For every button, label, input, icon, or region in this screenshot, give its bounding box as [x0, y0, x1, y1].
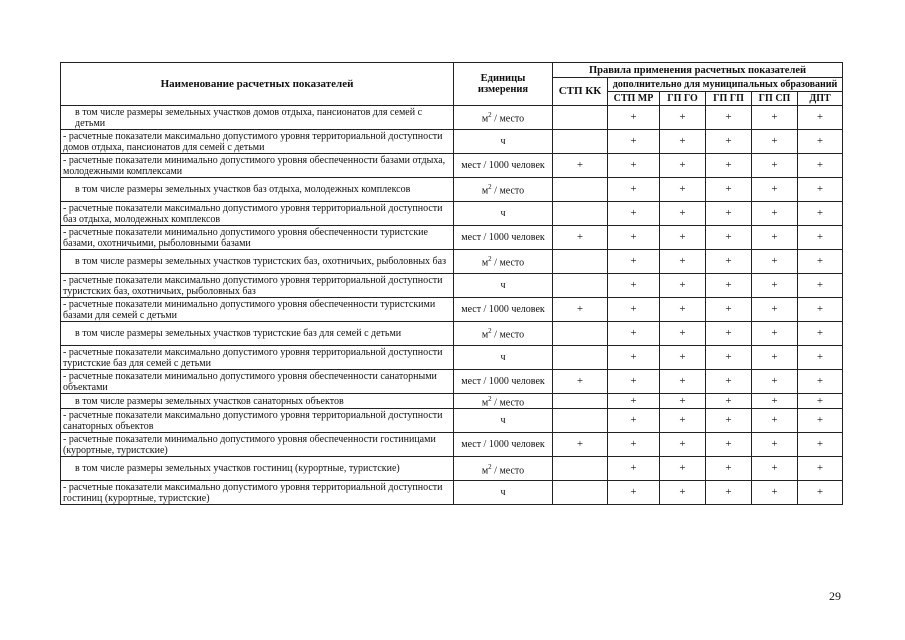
dpt-mark: + — [798, 298, 843, 322]
header-stp-mr: СТП МР — [608, 92, 660, 106]
indicator-name: в том числе размеры земельных участков санаторных объектов — [61, 394, 454, 409]
unit-base: мест / 1000 человек — [461, 232, 545, 243]
unit-base: м — [481, 185, 489, 197]
stp-mr-mark: + — [608, 409, 660, 433]
unit-base: м — [481, 113, 489, 125]
gp-sp-mark: + — [752, 226, 798, 250]
dpt-mark: + — [798, 202, 843, 226]
table-row — [61, 457, 843, 481]
unit-cell — [454, 274, 553, 298]
gp-go-mark: + — [660, 106, 706, 130]
stp-kk-mark: + — [553, 226, 608, 250]
gp-gp-mark: + — [706, 409, 752, 433]
stp-kk-mark — [553, 394, 608, 409]
table-row — [61, 154, 843, 178]
stp-kk-mark — [553, 481, 608, 505]
stp-mr-mark: + — [608, 298, 660, 322]
stp-kk-mark — [553, 457, 608, 481]
gp-gp-mark: + — [706, 202, 752, 226]
gp-go-mark: + — [660, 346, 706, 370]
gp-go-mark: + — [660, 370, 706, 394]
stp-mr-mark: + — [608, 274, 660, 298]
stp-mr-mark: + — [608, 481, 660, 505]
unit-base: ч — [500, 487, 506, 499]
dpt-mark: + — [798, 130, 843, 154]
stp-kk-mark: + — [553, 370, 608, 394]
indicator-name: в том числе размеры земельных участков туристских баз, охотничьих, рыболовных баз — [61, 250, 454, 274]
gp-go-mark: + — [660, 154, 706, 178]
stp-kk-mark — [553, 130, 608, 154]
unit-tail: / место — [491, 329, 525, 341]
unit-tail: / место — [491, 113, 525, 125]
table-row — [61, 409, 843, 433]
unit-cell — [454, 394, 553, 409]
indicator-name: - расчетные показатели минимально допустимого уровня обеспеченности туристскими базами для семей с детьми — [61, 298, 454, 322]
stp-mr-mark: + — [608, 457, 660, 481]
gp-sp-mark: + — [752, 298, 798, 322]
unit-base: ч — [500, 352, 506, 363]
unit-cell — [454, 106, 553, 130]
gp-sp-mark: + — [752, 409, 798, 433]
stp-mr-mark: + — [608, 154, 660, 178]
gp-gp-mark: + — [706, 274, 752, 298]
gp-go-mark: + — [660, 202, 706, 226]
gp-go-mark: + — [660, 250, 706, 274]
gp-gp-mark: + — [706, 346, 752, 370]
unit-base: мест / 1000 человек — [461, 439, 545, 451]
stp-kk-mark — [553, 178, 608, 202]
unit-cell — [454, 130, 553, 154]
gp-gp-mark: + — [706, 106, 752, 130]
unit-base: ч — [500, 136, 506, 147]
gp-go-mark: + — [660, 481, 706, 505]
gp-gp-mark: + — [706, 250, 752, 274]
gp-go-mark: + — [660, 457, 706, 481]
gp-go-mark: + — [660, 274, 706, 298]
unit-cell — [454, 481, 553, 505]
unit-base: м — [481, 329, 489, 341]
gp-gp-mark: + — [706, 457, 752, 481]
gp-go-mark: + — [660, 178, 706, 202]
gp-sp-mark: + — [752, 178, 798, 202]
stp-mr-mark: + — [608, 322, 660, 346]
indicator-name: - расчетные показатели минимально допустимого уровня обеспеченности гостиницами (курортные, туристские) — [61, 433, 454, 457]
header-gp-go: ГП ГО — [660, 92, 706, 106]
unit-cell — [454, 178, 553, 202]
gp-sp-mark: + — [752, 250, 798, 274]
gp-gp-mark: + — [706, 226, 752, 250]
table-row — [61, 370, 843, 394]
gp-gp-mark: + — [706, 433, 752, 457]
gp-go-mark: + — [660, 394, 706, 409]
unit-superscript: 2 — [488, 462, 492, 471]
indicator-name: - расчетные показатели максимально допустимого уровня территориальной доступности баз отдыха, молодежных комплексов — [61, 202, 454, 226]
gp-go-mark: + — [660, 226, 706, 250]
header-unit-column: Единицы измерения — [454, 63, 553, 106]
gp-sp-mark: + — [752, 154, 798, 178]
stp-kk-mark — [553, 274, 608, 298]
gp-go-mark: + — [660, 322, 706, 346]
dpt-mark: + — [798, 370, 843, 394]
unit-cell — [454, 457, 553, 481]
gp-sp-mark: + — [752, 130, 798, 154]
gp-gp-mark: + — [706, 394, 752, 409]
unit-base: ч — [500, 280, 506, 291]
unit-base: м — [481, 464, 489, 476]
stp-kk-mark — [553, 106, 608, 130]
dpt-mark: + — [798, 457, 843, 481]
unit-cell — [454, 202, 553, 226]
dpt-mark: + — [798, 226, 843, 250]
gp-gp-mark: + — [706, 178, 752, 202]
gp-sp-mark: + — [752, 346, 798, 370]
table-row — [61, 298, 843, 322]
indicator-name: в том числе размеры земельных участков туристские баз для семей с детьми — [61, 322, 454, 346]
stp-mr-mark: + — [608, 370, 660, 394]
indicator-name: - расчетные показатели максимально допустимого уровня территориальной доступности туристских баз, охотничьих, рыболовных баз — [61, 274, 454, 298]
table-row — [61, 394, 843, 409]
dpt-mark: + — [798, 409, 843, 433]
stp-mr-mark: + — [608, 394, 660, 409]
gp-go-mark: + — [660, 433, 706, 457]
dpt-mark: + — [798, 154, 843, 178]
stp-kk-mark: + — [553, 433, 608, 457]
stp-kk-mark — [553, 322, 608, 346]
dpt-mark: + — [798, 178, 843, 202]
header-gp-sp: ГП СП — [752, 92, 798, 106]
unit-cell — [454, 409, 553, 433]
indicator-name: - расчетные показатели максимально допустимого уровня территориальной доступности санаторных объектов — [61, 409, 454, 433]
stp-mr-mark: + — [608, 178, 660, 202]
indicator-name: - расчетные показатели минимально допустимого уровня обеспеченности санаторными объектами — [61, 370, 454, 394]
stp-mr-mark: + — [608, 202, 660, 226]
unit-base: мест / 1000 человек — [461, 304, 545, 315]
stp-kk-mark — [553, 346, 608, 370]
gp-sp-mark: + — [752, 274, 798, 298]
unit-cell — [454, 226, 553, 250]
header-additional-municipal: дополнительно для муниципальных образований — [608, 78, 843, 92]
unit-cell — [454, 370, 553, 394]
table-row — [61, 250, 843, 274]
indicator-name: в том числе размеры земельных участков баз отдыха, молодежных комплексов — [61, 178, 454, 202]
unit-superscript: 2 — [488, 111, 492, 120]
table-row — [61, 178, 843, 202]
gp-gp-mark: + — [706, 481, 752, 505]
indicator-name: - расчетные показатели минимально допустимого уровня обеспеченности туристские базами, охотничьими, рыболовными базами — [61, 226, 454, 250]
indicator-name: - расчетные показатели максимально допустимого уровня территориальной доступности домов отдыха, пансионатов для семей с детьми — [61, 130, 454, 154]
unit-tail: / место — [491, 397, 525, 409]
indicators-table — [60, 62, 843, 505]
page-number: 29 — [829, 589, 841, 603]
gp-go-mark: + — [660, 298, 706, 322]
table-row — [61, 274, 843, 298]
unit-tail: / место — [491, 464, 525, 476]
stp-kk-mark: + — [553, 298, 608, 322]
unit-superscript: 2 — [488, 255, 492, 264]
gp-sp-mark: + — [752, 481, 798, 505]
unit-base: м — [481, 397, 489, 409]
gp-sp-mark: + — [752, 322, 798, 346]
stp-kk-mark — [553, 409, 608, 433]
indicator-name: - расчетные показатели максимально допустимого уровня территориальной доступности туристские баз для семей с детьми — [61, 346, 454, 370]
dpt-mark: + — [798, 274, 843, 298]
indicator-name: в том числе размеры земельных участков домов отдыха, пансионатов для семей с детьми — [61, 106, 454, 130]
unit-base: мест / 1000 человек — [461, 376, 545, 387]
header-stp-kk: СТП КК — [553, 78, 608, 106]
header-name-column: Наименование расчетных показателей — [61, 63, 454, 106]
gp-sp-mark: + — [752, 433, 798, 457]
header-rules-group: Правила применения расчетных показателей — [553, 63, 843, 78]
stp-kk-mark: + — [553, 154, 608, 178]
gp-gp-mark: + — [706, 154, 752, 178]
stp-mr-mark: + — [608, 250, 660, 274]
unit-superscript: 2 — [488, 183, 492, 192]
table-row — [61, 346, 843, 370]
table-row — [61, 106, 843, 130]
unit-tail: / место — [491, 185, 525, 197]
gp-sp-mark: + — [752, 370, 798, 394]
gp-gp-mark: + — [706, 370, 752, 394]
unit-cell — [454, 298, 553, 322]
stp-mr-mark: + — [608, 130, 660, 154]
table-row — [61, 226, 843, 250]
stp-mr-mark: + — [608, 106, 660, 130]
stp-kk-mark — [553, 202, 608, 226]
unit-cell — [454, 433, 553, 457]
indicator-name: - расчетные показатели максимально допустимого уровня территориальной доступности гостиниц (курортные, туристские) — [61, 481, 454, 505]
gp-gp-mark: + — [706, 130, 752, 154]
table-row — [61, 322, 843, 346]
unit-cell — [454, 154, 553, 178]
gp-go-mark: + — [660, 130, 706, 154]
header-gp-gp: ГП ГП — [706, 92, 752, 106]
gp-gp-mark: + — [706, 322, 752, 346]
indicator-name: в том числе размеры земельных участков гостиниц (курортные, туристские) — [61, 457, 454, 481]
dpt-mark: + — [798, 481, 843, 505]
table-row — [61, 202, 843, 226]
unit-cell — [454, 250, 553, 274]
stp-mr-mark: + — [608, 226, 660, 250]
dpt-mark: + — [798, 250, 843, 274]
table-row — [61, 433, 843, 457]
unit-superscript: 2 — [488, 395, 492, 403]
unit-tail: / место — [491, 257, 525, 269]
gp-sp-mark: + — [752, 202, 798, 226]
stp-mr-mark: + — [608, 433, 660, 457]
stp-kk-mark — [553, 250, 608, 274]
dpt-mark: + — [798, 394, 843, 409]
unit-base: мест / 1000 человек — [461, 160, 545, 171]
gp-gp-mark: + — [706, 298, 752, 322]
gp-go-mark: + — [660, 409, 706, 433]
unit-cell — [454, 346, 553, 370]
stp-mr-mark: + — [608, 346, 660, 370]
table-body — [61, 106, 843, 505]
header-dpt: ДПТ — [798, 92, 843, 106]
dpt-mark: + — [798, 346, 843, 370]
table-row — [61, 130, 843, 154]
gp-sp-mark: + — [752, 394, 798, 409]
dpt-mark: + — [798, 106, 843, 130]
unit-superscript: 2 — [488, 327, 492, 336]
dpt-mark: + — [798, 322, 843, 346]
unit-cell — [454, 322, 553, 346]
gp-sp-mark: + — [752, 457, 798, 481]
unit-base: м — [481, 257, 489, 269]
unit-base: ч — [500, 415, 506, 427]
unit-base: ч — [500, 208, 506, 219]
table-row — [61, 481, 843, 505]
indicator-name: - расчетные показатели минимально допустимого уровня обеспеченности базами отдыха, молодежными комплексами — [61, 154, 454, 178]
dpt-mark: + — [798, 433, 843, 457]
gp-sp-mark: + — [752, 106, 798, 130]
